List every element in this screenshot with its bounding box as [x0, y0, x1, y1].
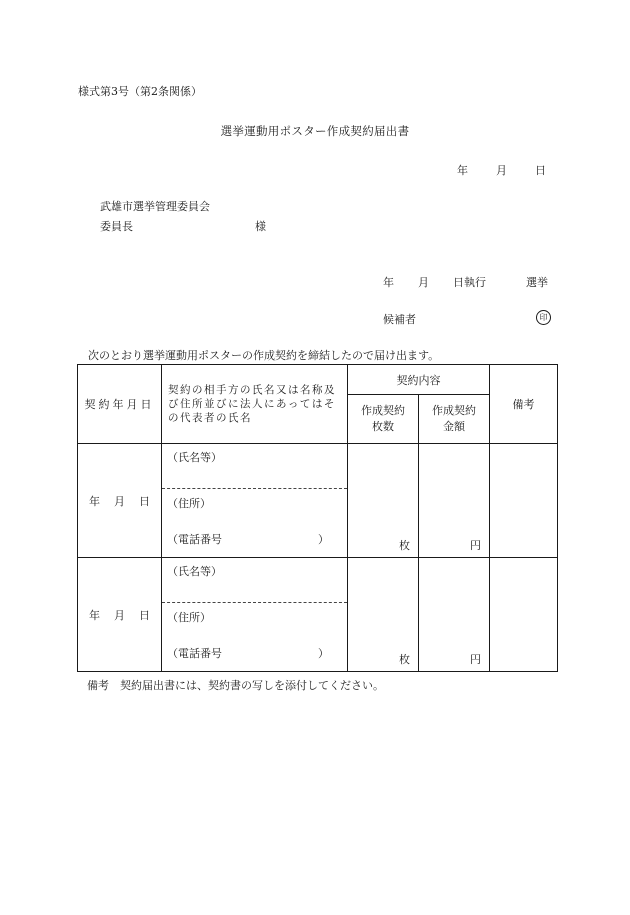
header-amount-line2: 金額	[443, 420, 465, 433]
header-sheet-count-line1: 作成契約	[361, 404, 405, 417]
addressee-role: 委員長	[100, 220, 133, 233]
header-contract-contents: 契約内容	[348, 365, 490, 395]
election-month-label: 月	[418, 276, 429, 289]
party-address-label: （住所）	[167, 497, 211, 510]
party-cell	[162, 444, 348, 558]
election-execution-label: 日執行	[453, 276, 486, 289]
table-row	[78, 444, 558, 558]
footnote: 備考 契約届出書には、契約書の写しを添付してください。	[87, 679, 384, 692]
header-amount	[419, 395, 490, 444]
contract-table	[77, 364, 558, 672]
party-phone-close: ）	[318, 533, 329, 546]
election-label: 選挙	[526, 276, 548, 289]
header-contract-party: 契約の相手方の氏名又は名称及び住所並びに法人にあってはその代表者の氏名	[162, 365, 348, 444]
row-date-year: 年	[89, 608, 100, 622]
row-date	[78, 444, 162, 558]
intro-text: 次のとおり選挙運動用ポスターの作成契約を締結したので届け出ます。	[88, 349, 440, 362]
remarks-cell	[490, 558, 558, 672]
party-phone	[162, 639, 347, 667]
row-date-day: 日	[139, 494, 150, 508]
filing-date-line	[457, 162, 546, 178]
election-year-label: 年	[383, 276, 394, 289]
party-phone-label: （電話番号	[167, 533, 222, 546]
table-row	[78, 558, 558, 672]
date-day-label: 日	[535, 164, 546, 177]
date-month-label: 月	[496, 164, 507, 177]
header-amount-line1: 作成契約	[432, 404, 476, 417]
row-date-month: 月	[114, 494, 125, 508]
amount-unit: 円	[470, 539, 481, 552]
party-name-label: （氏名等）	[162, 444, 347, 489]
addressee-honorific: 様	[255, 220, 266, 233]
party-phone-label: （電話番号	[167, 647, 222, 660]
amount-unit: 円	[470, 653, 481, 666]
party-name-label: （氏名等）	[162, 558, 347, 603]
form-number: 様式第3号（第2条関係）	[78, 85, 202, 98]
row-date-day: 日	[139, 608, 150, 622]
document-title: 選挙運動用ポスター作成契約届出書	[220, 124, 410, 138]
amount-cell	[419, 558, 490, 672]
header-sheet-count	[348, 395, 419, 444]
header-contract-date: 契約年月日	[78, 365, 162, 444]
row-date	[78, 558, 162, 672]
sheet-unit: 枚	[399, 653, 410, 666]
header-sheet-count-line2: 枚数	[372, 420, 394, 433]
candidate-label: 候補者	[383, 313, 416, 326]
seal-icon: 印	[536, 310, 551, 325]
party-phone-close: ）	[318, 647, 329, 660]
date-year-label: 年	[457, 164, 468, 177]
sheet-unit: 枚	[399, 539, 410, 552]
election-date-line	[383, 274, 548, 290]
addressee-organization: 武雄市選挙管理委員会	[100, 200, 210, 213]
remarks-cell	[490, 444, 558, 558]
sheet-count-cell	[348, 444, 419, 558]
party-phone	[162, 525, 347, 553]
sheet-count-cell	[348, 558, 419, 672]
row-date-month: 月	[114, 608, 125, 622]
header-remarks: 備考	[490, 365, 558, 444]
party-cell	[162, 558, 348, 672]
amount-cell	[419, 444, 490, 558]
party-address-label: （住所）	[167, 611, 211, 624]
row-date-year: 年	[89, 494, 100, 508]
